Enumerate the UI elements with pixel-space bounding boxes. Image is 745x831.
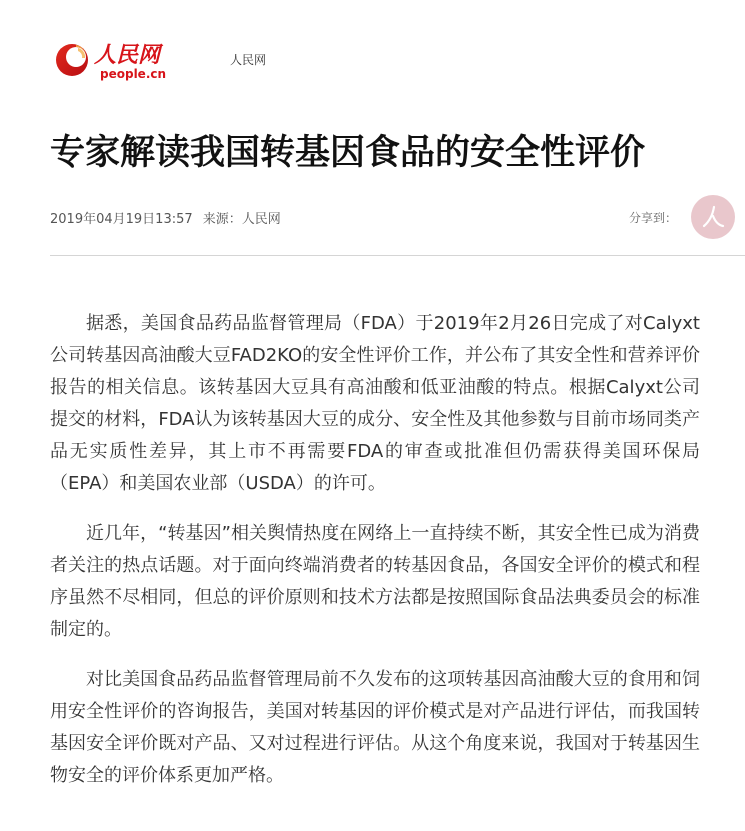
people-daily-share-icon xyxy=(699,203,727,231)
article-paragraph: 对比美国食品药品监督管理局前不久发布的这项转基因高油酸大豆的食用和饲用安全性评价的咨询报告，美国对转基因的评价模式是对产品进行评估，而我国转基因安全评价既对产品、又对过程进行评估。从这个角度来说，我国对于转基因生物安全的评价体系更加严格。 xyxy=(50,669,700,786)
publish-datetime: 2019年04月19日13:57 xyxy=(50,212,193,227)
logo-icon xyxy=(52,36,172,84)
share-bar xyxy=(629,194,735,240)
share-label: 分享到： xyxy=(628,210,677,225)
svg-text:人民网: 人民网 xyxy=(94,42,161,68)
article-paragraph: 据悉，美国食品药品监督管理局（FDA）于2019年2月26日完成了对Calyxt公司转基因高油酸大豆FAD2KO的安全性评价工作，并公布了其安全性和营养评价报告的相关信息。该转基因大豆具有高油酸和低亚油酸的特点。根据Calyxt公司提交的材料，FDA认为该转基因大豆的成分、安全性及其他参数与目前市场同类产品无实质性差异，其上市不再需要FDA的审查或批准但仍需获得美国环保局（EPA）和美国农业部（USDA）的许可。 xyxy=(50,313,700,494)
article-body xyxy=(50,308,700,810)
header-divider xyxy=(50,255,745,256)
site-home-link[interactable]: 人民网 xyxy=(230,53,267,67)
source-label: 来源： xyxy=(202,212,242,227)
article-paragraph: 近几年，“转基因”相关舆情热度在网络上一直持续不断，其安全性已成为消费者关注的热点话题。对于面向终端消费者的转基因食品，各国安全评价的模式和程序虽然不尽相同，但总的评价原则和技术方法都是按照国际食品法典委员会的标准制定的。 xyxy=(50,523,700,640)
site-header xyxy=(50,36,700,86)
svg-text:people.cn: people.cn xyxy=(100,67,167,81)
source-name: 人民网 xyxy=(241,212,281,227)
article-title: 专家解读我国转基因食品的安全性评价 xyxy=(50,133,646,173)
share-people-button[interactable] xyxy=(691,195,735,239)
article-meta xyxy=(50,208,287,227)
people-cn-logo[interactable] xyxy=(52,36,172,84)
